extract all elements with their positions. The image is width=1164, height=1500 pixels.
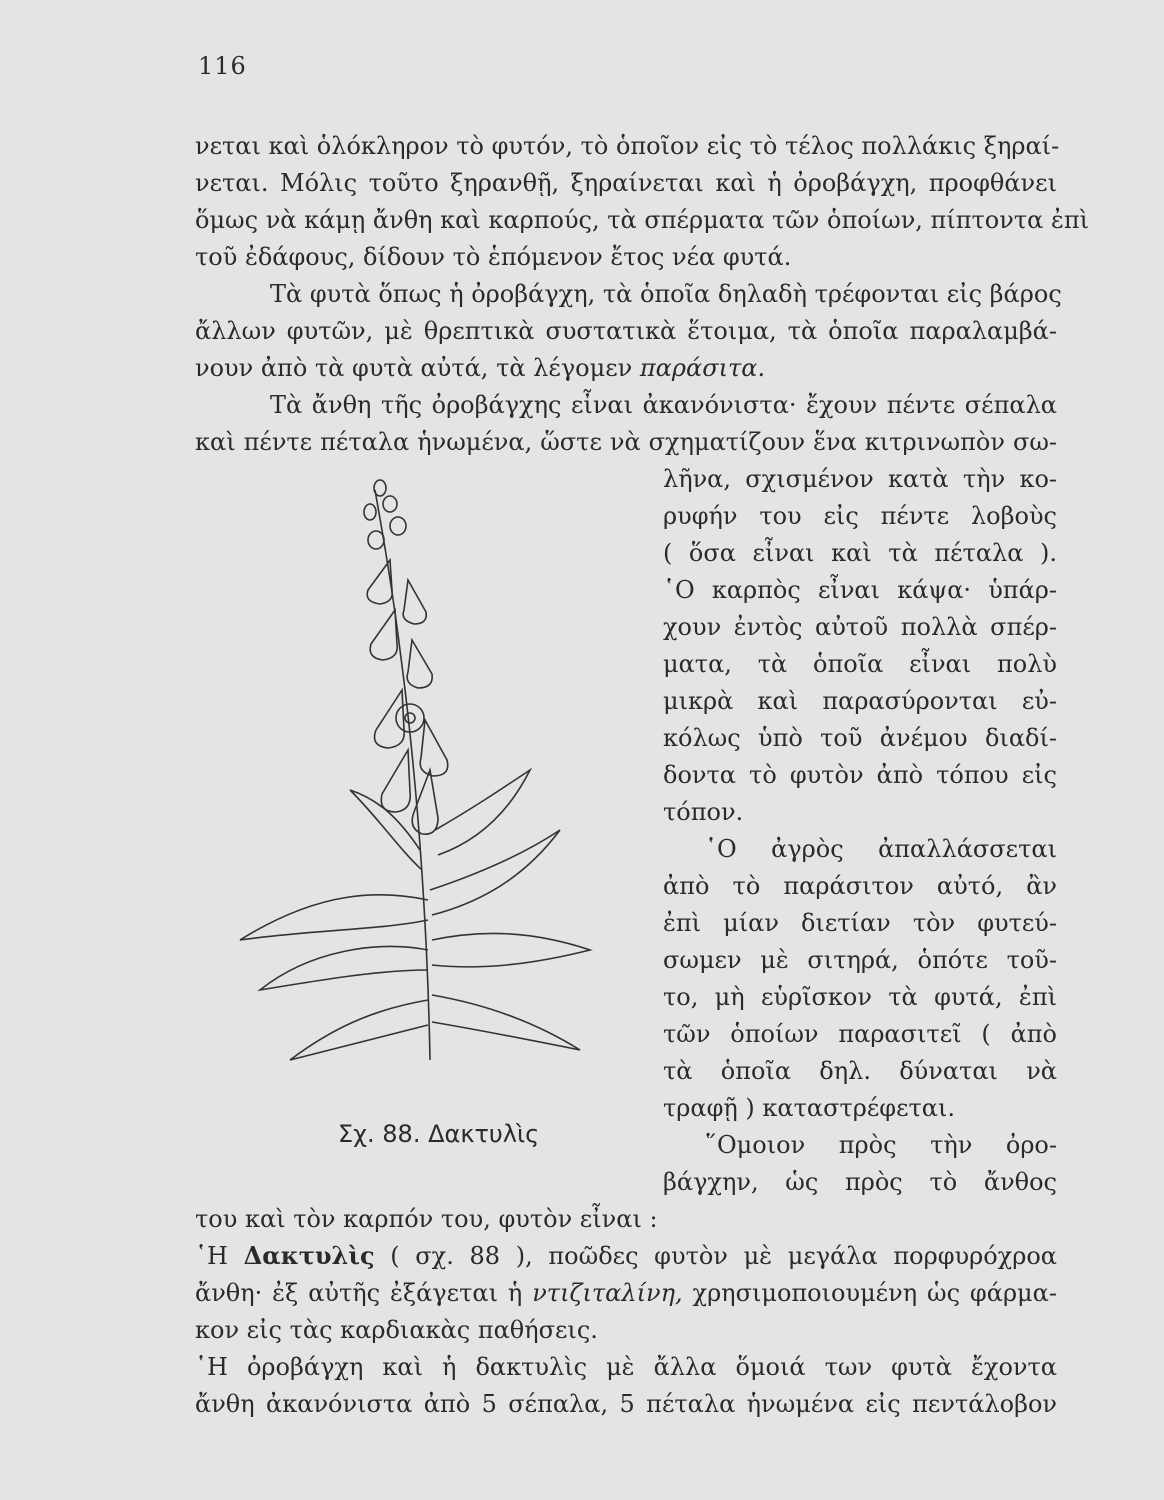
- side-line: τόπον.: [663, 798, 744, 826]
- side-line: ἀπὸ τὸ παράσιτον αὐτό, ἂν: [663, 872, 1057, 900]
- side-line: ματα, τὰ ὁποῖα εἶναι πολὺ: [663, 650, 1057, 678]
- side-line: ἐπὶ μίαν διετίαν τὸν φυτεύ-: [663, 909, 1057, 937]
- figure-caption: Σχ. 88. Δακτυλὶς: [338, 1120, 540, 1148]
- leaf: [290, 1000, 428, 1060]
- text-span: ( σχ. 88 ), ποῶδες φυτὸν μὲ μεγάλα πορφυρόχροα: [390, 1242, 1057, 1270]
- side-line: ῾Ο καρπὸς εἶναι κάψα· ὑπάρ-: [663, 576, 1057, 604]
- term-parasites: παράσιτα.: [639, 354, 766, 382]
- side-line: ῾Ο ἀγρὸς ἀπαλλάσσεται: [705, 835, 1057, 863]
- leaf: [435, 770, 530, 855]
- side-line: λῆνα, σχισμένον κατὰ τὴν κο-: [663, 465, 1057, 493]
- text-line: [195, 1275, 1057, 1311]
- text-span: ἄνθη· ἐξ αὐτῆς ἐξάγεται ἡ: [195, 1279, 523, 1307]
- text-line: [195, 1238, 1057, 1274]
- text-span: νουν ἀπὸ τὰ φυτὰ αὐτά, τὰ λέγομεν: [195, 354, 633, 382]
- bud: [374, 480, 386, 496]
- open-flower: [405, 713, 415, 723]
- side-line: σωμεν μὲ σιτηρά, ὁπότε τοῦ-: [663, 946, 1057, 974]
- text-line: ῾Η ὀροβάγχη καὶ ἡ δακτυλὶς μὲ ἄλλα ὅμοιά των φυτὰ ἔχοντα: [195, 1353, 1057, 1381]
- flower-bell: [375, 690, 405, 748]
- text-line: νεται καὶ ὁλόκληρον τὸ φυτόν, τὸ ὁποῖον εἰς τὸ τέλος πολλάκις ξηραί-: [195, 132, 1060, 160]
- text-line: του καὶ τὸν καρπόν του, φυτὸν εἶναι :: [195, 1205, 658, 1233]
- side-line: χουν ἐντὸς αὐτοῦ πολλὰ σπέρ-: [663, 613, 1057, 641]
- term-digitalin: ντιζιταλίνη,: [532, 1279, 683, 1307]
- side-line: τὰ ὁποῖα δηλ. δύναται νὰ: [663, 1057, 1057, 1085]
- bud: [390, 517, 406, 535]
- flower-bell: [403, 580, 426, 624]
- flower-bell: [381, 750, 410, 812]
- side-line: βάγχην, ὡς πρὸς τὸ ἄνθος: [663, 1168, 1057, 1196]
- page-number: 116: [198, 52, 247, 80]
- bud: [364, 504, 376, 520]
- leaf: [432, 933, 590, 966]
- term-daktylis: Δακτυλὶς: [243, 1241, 375, 1270]
- text-line: κον εἰς τὰς καρδιακὰς παθήσεις.: [195, 1316, 598, 1344]
- side-line: ῞Ομοιον πρὸς τὴν ὀρο-: [705, 1131, 1057, 1159]
- text-line: ἄνθη ἀκανόνιστα ἀπὸ 5 σέπαλα, 5 πέταλα ἡνωμένα εἰς πεντάλοβον: [195, 1390, 1057, 1418]
- side-line: κόλως ὑπὸ τοῦ ἀνέμου διαδί-: [663, 724, 1057, 752]
- side-line: το, μὴ εὑρῖσκον τὰ φυτά, ἐπὶ: [663, 983, 1057, 1011]
- bud: [383, 496, 397, 512]
- side-line: ρυφήν του εἰς πέντε λοβοὺς: [663, 502, 1057, 530]
- leaf: [430, 830, 560, 915]
- text-line: [195, 350, 1057, 386]
- side-line: μικρὰ καὶ παρασύρονται εὐ-: [663, 687, 1057, 715]
- text-line: Τὰ φυτὰ ὅπως ἡ ὀροβάγχη, τὰ ὁποῖα δηλαδὴ τρέφονται εἰς βάρος: [270, 280, 1062, 308]
- text-line: νεται. Μόλις τοῦτο ξηρανθῇ, ξηραίνεται καὶ ἡ ὀροβάγχη, προφθάνει: [195, 169, 1057, 197]
- foxglove-illustration: [230, 470, 630, 1070]
- side-line: τραφῇ ) καταστρέφεται.: [663, 1094, 956, 1122]
- side-line: ( ὅσα εἶναι καὶ τὰ πέταλα ).: [663, 539, 1057, 567]
- flower-bell: [370, 610, 397, 660]
- text-span: ῾Η: [195, 1242, 228, 1270]
- leaf: [350, 790, 422, 870]
- leaf: [260, 946, 428, 990]
- text-line: ὅμως νὰ κάμῃ ἄνθη καὶ καρπούς, τὰ σπέρματα τῶν ὁποίων, πίπτοντα ἐπὶ: [195, 206, 1089, 234]
- side-line: δοντα τὸ φυτὸν ἀπὸ τόπου εἰς: [663, 761, 1057, 789]
- text-line: καὶ πέντε πέταλα ἡνωμένα, ὥστε νὰ σχηματίζουν ἕνα κιτρινωπὸν σω-: [195, 428, 1057, 456]
- text-line: τοῦ ἐδάφους, δίδουν τὸ ἑπόμενον ἔτος νέα φυτά.: [195, 243, 792, 271]
- flower-bell: [407, 640, 432, 688]
- stem: [375, 490, 430, 1060]
- text-span: χρησιμοποιουμένη ὡς φάρμα-: [692, 1279, 1057, 1307]
- bud: [368, 531, 384, 549]
- leaf: [432, 995, 580, 1050]
- text-line: ἄλλων φυτῶν, μὲ θρεπτικὰ συστατικὰ ἕτοιμα, τὰ ὁποῖα παραλαμβά-: [195, 317, 1057, 345]
- leaf: [240, 895, 428, 940]
- text-line: Τὰ ἄνθη τῆς ὀροβάγχης εἶναι ἀκανόνιστα· ἔχουν πέντε σέπαλα: [270, 391, 1057, 419]
- side-line: τῶν ὁποίων παρασιτεῖ ( ἀπὸ: [663, 1020, 1057, 1048]
- flower-bell: [420, 720, 448, 776]
